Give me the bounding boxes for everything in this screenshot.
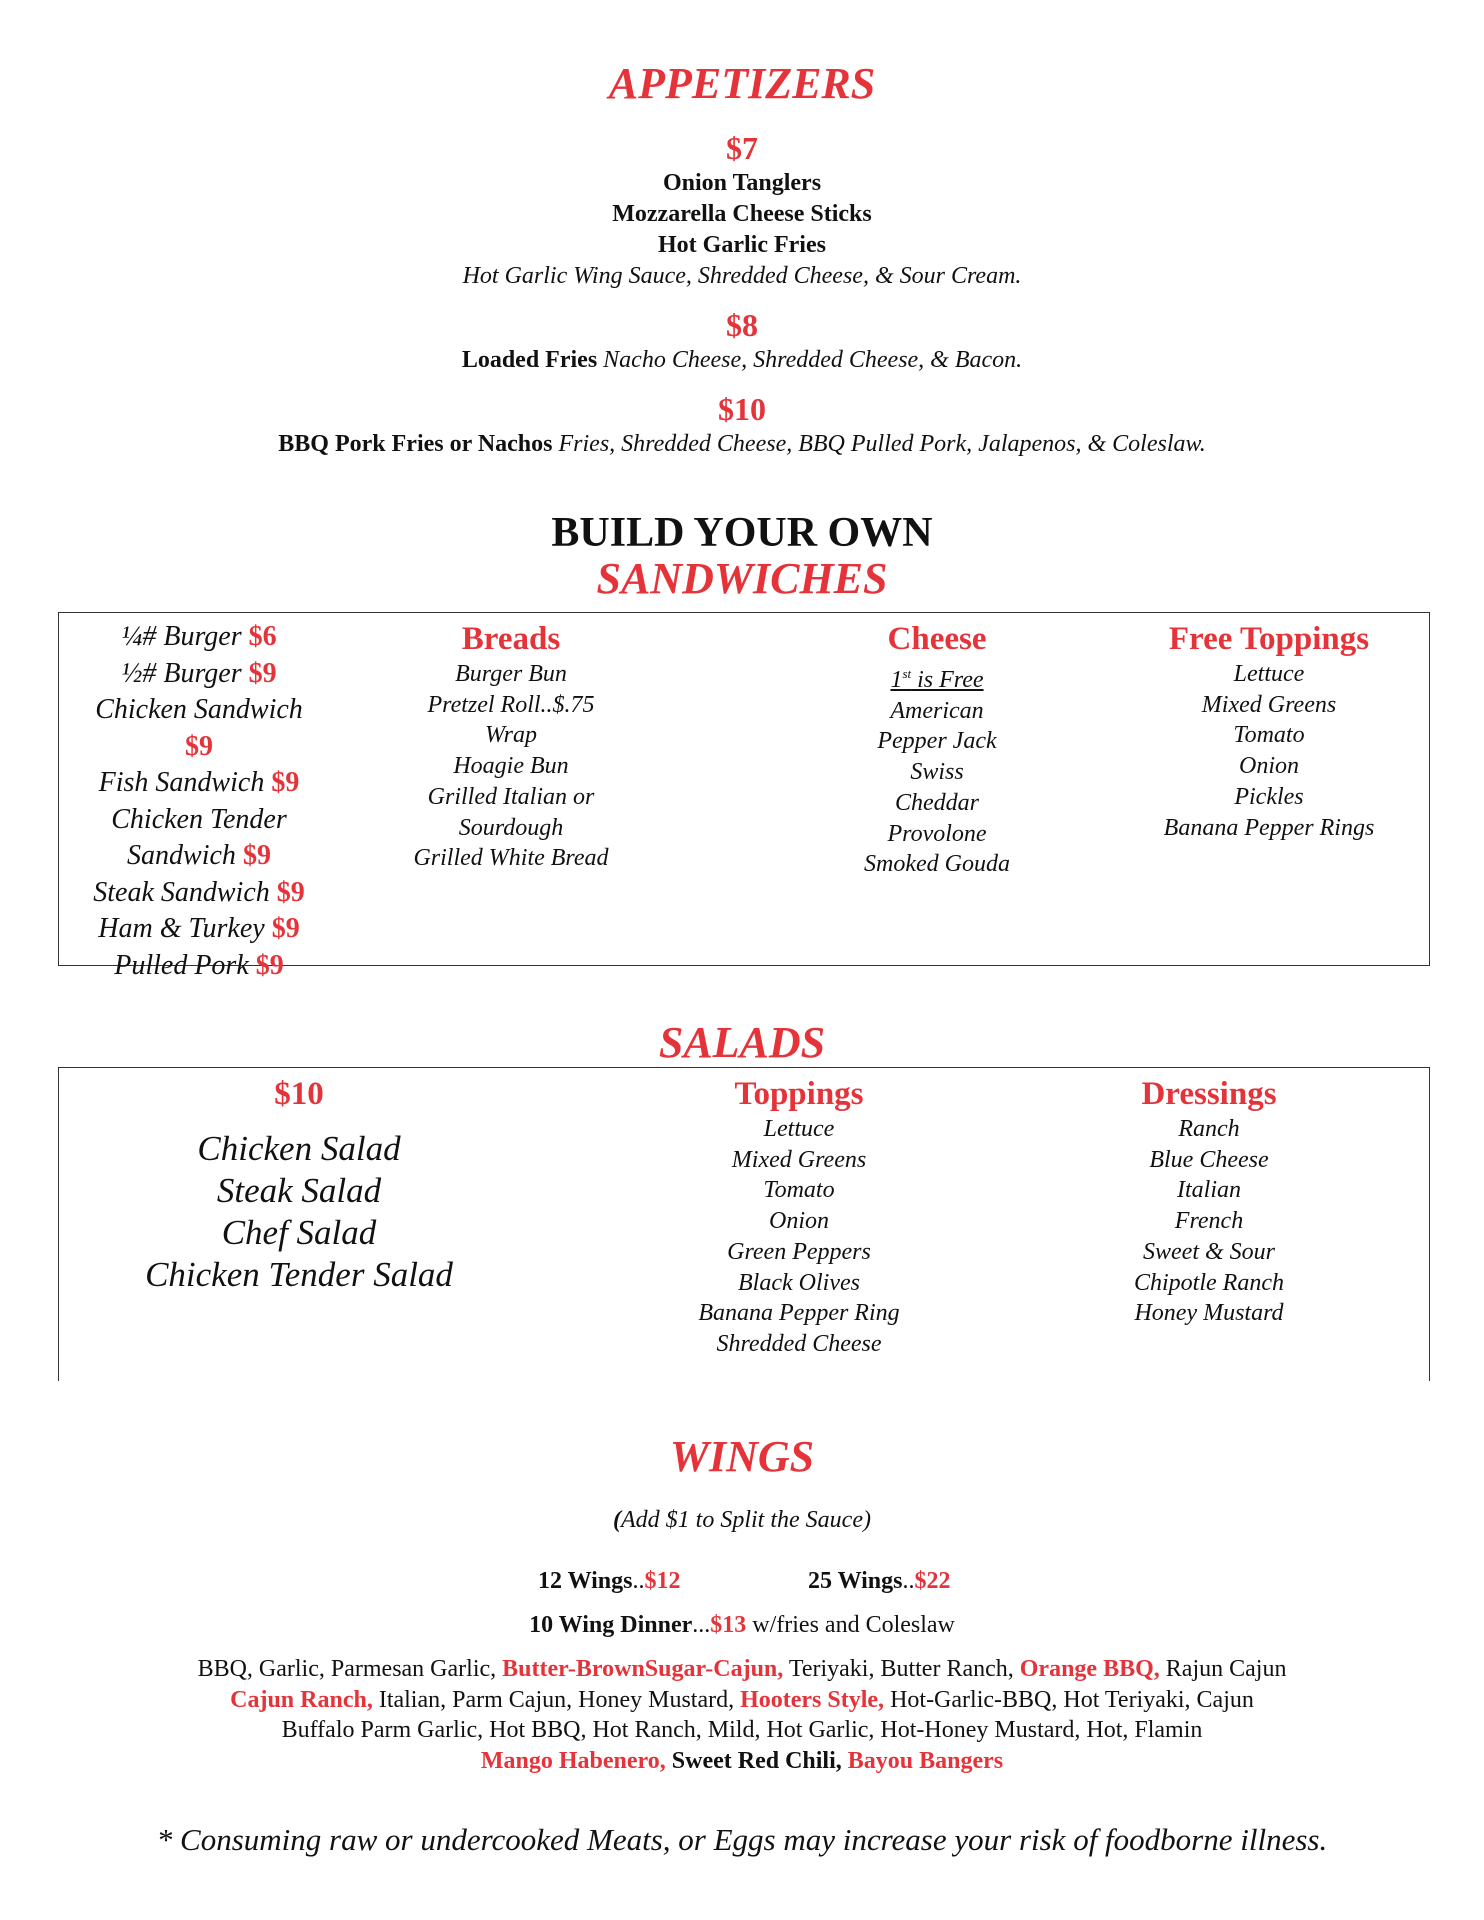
cheese-item: American bbox=[890, 697, 984, 724]
sandwich-menu-item bbox=[81, 911, 317, 948]
salad-topping-item: Onion bbox=[769, 1208, 829, 1235]
dressing-item: Italian bbox=[1177, 1177, 1241, 1204]
sandwich-price: $9 bbox=[271, 767, 300, 798]
appetizers-8-group bbox=[0, 305, 1484, 376]
sandwich-menu-item bbox=[81, 765, 317, 802]
sandwich-price: $9 bbox=[242, 840, 271, 871]
cheese-item: Pepper Jack bbox=[877, 728, 997, 755]
sandwiches-header bbox=[0, 508, 1484, 604]
cheese-item: Smoked Gouda bbox=[864, 851, 1010, 878]
wings-25-label: 25 Wings bbox=[808, 1568, 903, 1594]
sandwich-name: ½# Burger bbox=[121, 657, 249, 689]
appetizers-10-group bbox=[0, 389, 1484, 460]
wing-sauce: Teriyaki, Butter Ranch, bbox=[783, 1656, 1020, 1682]
topping-item: Pickles bbox=[1234, 783, 1304, 810]
wing-sauce: Italian, Parm Cajun, Honey Mustard, bbox=[372, 1686, 741, 1713]
cheese-first-free-sup: st bbox=[902, 666, 912, 681]
foodborne-disclaimer: * Consuming raw or undercooked Meats, or Eggs may increase your risk of foodborne illness. bbox=[156, 1822, 1328, 1857]
wing-sauces-list bbox=[0, 1654, 1484, 1777]
wings-header bbox=[0, 1432, 1484, 1482]
cheese-column bbox=[827, 619, 1047, 880]
appetizer-item: Mozzarella Cheese Sticks bbox=[612, 201, 872, 227]
sandwich-menu-item bbox=[81, 802, 317, 839]
price-7: $7 bbox=[726, 130, 758, 166]
cheese-item: Swiss bbox=[910, 759, 964, 786]
wings-25-price: $22 bbox=[914, 1568, 951, 1594]
topping-item: Onion bbox=[1239, 753, 1299, 780]
salad-item: Steak Salad bbox=[216, 1171, 382, 1210]
salad-topping-item: Lettuce bbox=[763, 1116, 835, 1142]
salad-toppings-column bbox=[599, 1074, 999, 1360]
free-toppings-heading: Free Toppings bbox=[1168, 621, 1370, 657]
wing-dinner-desc: w/fries and Coleslaw bbox=[746, 1612, 955, 1638]
price-8: $8 bbox=[726, 307, 758, 343]
bread-item: Grilled Italian or Sourdough bbox=[427, 783, 595, 841]
sandwich-name: Sandwich bbox=[127, 840, 243, 871]
dressing-item: Ranch bbox=[1178, 1116, 1240, 1142]
loaded-fries-label: Loaded Fries bbox=[461, 347, 598, 373]
sandwich-box bbox=[58, 612, 1430, 981]
bbq-pork-label: BBQ Pork Fries or Nachos bbox=[278, 431, 553, 457]
wing-sauce: Orange BBQ, bbox=[1019, 1656, 1160, 1682]
wings-25 bbox=[808, 1566, 951, 1597]
dressing-item: Honey Mustard bbox=[1134, 1300, 1284, 1327]
split-sauce-text: Add $1 to Split the Sauce) bbox=[621, 1507, 871, 1533]
sandwich-menu-item bbox=[81, 875, 317, 912]
topping-item: Lettuce bbox=[1233, 661, 1305, 687]
sandwich-menu-item bbox=[81, 692, 317, 765]
dressing-item: Sweet & Sour bbox=[1143, 1238, 1275, 1265]
salad-box bbox=[58, 1067, 1430, 1381]
wing-sauce: Bayou Bangers bbox=[847, 1748, 1004, 1775]
sandwiches-title: SANDWICHES bbox=[596, 554, 888, 603]
price-10: $10 bbox=[718, 391, 766, 427]
breads-column bbox=[393, 619, 629, 874]
split-sauce-paren: ( bbox=[613, 1507, 622, 1533]
bbq-pork-desc: Fries, Shredded Cheese, BBQ Pulled Pork, Jalapenos, & Coleslaw. bbox=[558, 431, 1206, 457]
cheese-first-free-num: 1 bbox=[890, 667, 903, 693]
dressings-list bbox=[1059, 1114, 1359, 1329]
wings-12-dots: .. bbox=[632, 1568, 645, 1594]
bread-item: Pretzel Roll..$.75 bbox=[427, 691, 595, 718]
wing-sauce: Mango Habenero, bbox=[480, 1748, 666, 1775]
cheese-list bbox=[827, 696, 1047, 880]
cheese-first-free-rest: is Free bbox=[911, 667, 984, 693]
appetizer-item: Hot Garlic Fries bbox=[658, 232, 826, 258]
wing-sauce: Butter-BrownSugar-Cajun, bbox=[502, 1656, 784, 1682]
wings-12-price: $12 bbox=[644, 1568, 681, 1594]
wing-sauce: Sweet Red Chili, bbox=[665, 1748, 848, 1775]
salad-menu-column bbox=[99, 1074, 499, 1296]
salad-topping-item: Banana Pepper Ring bbox=[698, 1300, 900, 1327]
breads-heading: Breads bbox=[461, 621, 561, 657]
dressing-item: Blue Cheese bbox=[1149, 1146, 1269, 1173]
sandwich-price: $9 bbox=[276, 876, 305, 908]
topping-item: Mixed Greens bbox=[1201, 691, 1337, 718]
wing-sauce: Rajun Cajun bbox=[1159, 1656, 1287, 1682]
sandwich-name: Chicken Sandwich bbox=[95, 694, 303, 725]
salad-item: Chicken Salad bbox=[197, 1129, 401, 1168]
appetizers-7-group bbox=[0, 128, 1484, 292]
wing-dinner bbox=[0, 1610, 1484, 1641]
cheese-item: Cheddar bbox=[895, 789, 979, 816]
wing-sauce: Buffalo Parm Garlic, Hot BBQ, Hot Ranch, Mild, Hot Garlic, Hot-Honey Mustard, Hot, Flamin bbox=[281, 1717, 1203, 1744]
dressings-column bbox=[1059, 1074, 1359, 1329]
dressing-item: Chipotle Ranch bbox=[1134, 1269, 1284, 1296]
sandwich-price: $9 bbox=[271, 913, 300, 944]
wings-12-label: 12 Wings bbox=[538, 1568, 633, 1594]
sandwich-menu-item bbox=[81, 619, 317, 656]
wing-sauce: BBQ, Garlic, Parmesan Garlic, bbox=[197, 1656, 503, 1682]
sandwich-name: Pulled Pork bbox=[114, 949, 256, 981]
loaded-fries-desc: Nacho Cheese, Shredded Cheese, & Bacon. bbox=[603, 347, 1023, 373]
wings-title: WINGS bbox=[669, 1432, 815, 1481]
sandwich-menu-item bbox=[81, 656, 317, 693]
wing-sauce: Hooters Style, bbox=[740, 1686, 885, 1713]
appetizers-section bbox=[0, 58, 1484, 109]
sandwich-name: Ham & Turkey bbox=[98, 913, 272, 944]
wing-sauce: Hot-Garlic-BBQ, Hot Teriyaki, Cajun bbox=[884, 1686, 1254, 1713]
sandwich-menu-column bbox=[81, 619, 317, 984]
breads-list bbox=[393, 659, 629, 874]
salads-title: SALADS bbox=[658, 1018, 826, 1067]
bread-item: Wrap bbox=[484, 722, 537, 749]
appetizers-title: APPETIZERS bbox=[608, 59, 876, 108]
appetizers-7-items bbox=[0, 168, 1484, 261]
wings-25-dots: .. bbox=[902, 1568, 915, 1594]
topping-item: Tomato bbox=[1233, 722, 1305, 749]
sandwich-name: Steak Sandwich bbox=[93, 876, 277, 908]
salad-item: Chicken Tender Salad bbox=[145, 1255, 453, 1294]
dressing-item: French bbox=[1174, 1208, 1244, 1235]
wings-12 bbox=[538, 1566, 681, 1597]
build-your-own-title: BUILD YOUR OWN bbox=[551, 510, 933, 556]
salad-toppings-list bbox=[599, 1114, 999, 1360]
cheese-item: Provolone bbox=[887, 820, 987, 847]
salad-topping-item: Mixed Greens bbox=[731, 1146, 867, 1173]
toppings-column bbox=[1129, 619, 1409, 843]
topping-item: Banana Pepper Rings bbox=[1163, 814, 1375, 841]
bread-item: Hoagie Bun bbox=[453, 753, 569, 780]
free-toppings-list bbox=[1129, 659, 1409, 843]
split-sauce-note bbox=[0, 1505, 1484, 1536]
wing-sauce: Cajun Ranch, bbox=[230, 1686, 373, 1713]
wing-dinner-dots: ... bbox=[692, 1612, 711, 1638]
sandwich-name: ¼# Burger bbox=[121, 621, 249, 652]
dressings-heading: Dressings bbox=[1141, 1076, 1277, 1112]
appetizer-item: Onion Tanglers bbox=[662, 170, 822, 196]
salad-price: $10 bbox=[274, 1076, 324, 1112]
salads-header bbox=[0, 1018, 1484, 1068]
sandwich-name: Chicken Tender bbox=[111, 803, 287, 835]
wing-dinner-label: 10 Wing Dinner bbox=[529, 1612, 693, 1638]
salad-topping-item: Green Peppers bbox=[727, 1238, 871, 1265]
sandwich-menu-item bbox=[81, 948, 317, 985]
appetizers-7-desc: Hot Garlic Wing Sauce, Shredded Cheese, & Sour Cream. bbox=[462, 263, 1022, 289]
sandwich-price: $6 bbox=[248, 621, 277, 652]
bread-item: Grilled White Bread bbox=[413, 845, 609, 872]
salad-topping-item: Black Olives bbox=[738, 1269, 860, 1296]
cheese-heading: Cheese bbox=[887, 621, 987, 657]
salad-topping-item: Shredded Cheese bbox=[716, 1330, 882, 1357]
salad-list bbox=[99, 1128, 499, 1296]
sandwich-name: Fish Sandwich bbox=[98, 767, 272, 798]
cheese-first-free bbox=[827, 659, 1047, 696]
sandwich-menu-item bbox=[81, 838, 317, 875]
sandwich-price: $9 bbox=[255, 949, 284, 981]
wing-dinner-price: $13 bbox=[710, 1612, 747, 1638]
salad-topping-item: Tomato bbox=[763, 1177, 835, 1204]
sandwich-price: $9 bbox=[185, 730, 213, 762]
sandwich-price: $9 bbox=[248, 657, 277, 689]
salad-toppings-heading: Toppings bbox=[734, 1076, 864, 1112]
bread-item: Burger Bun bbox=[455, 661, 567, 687]
salad-item: Chef Salad bbox=[221, 1213, 377, 1252]
